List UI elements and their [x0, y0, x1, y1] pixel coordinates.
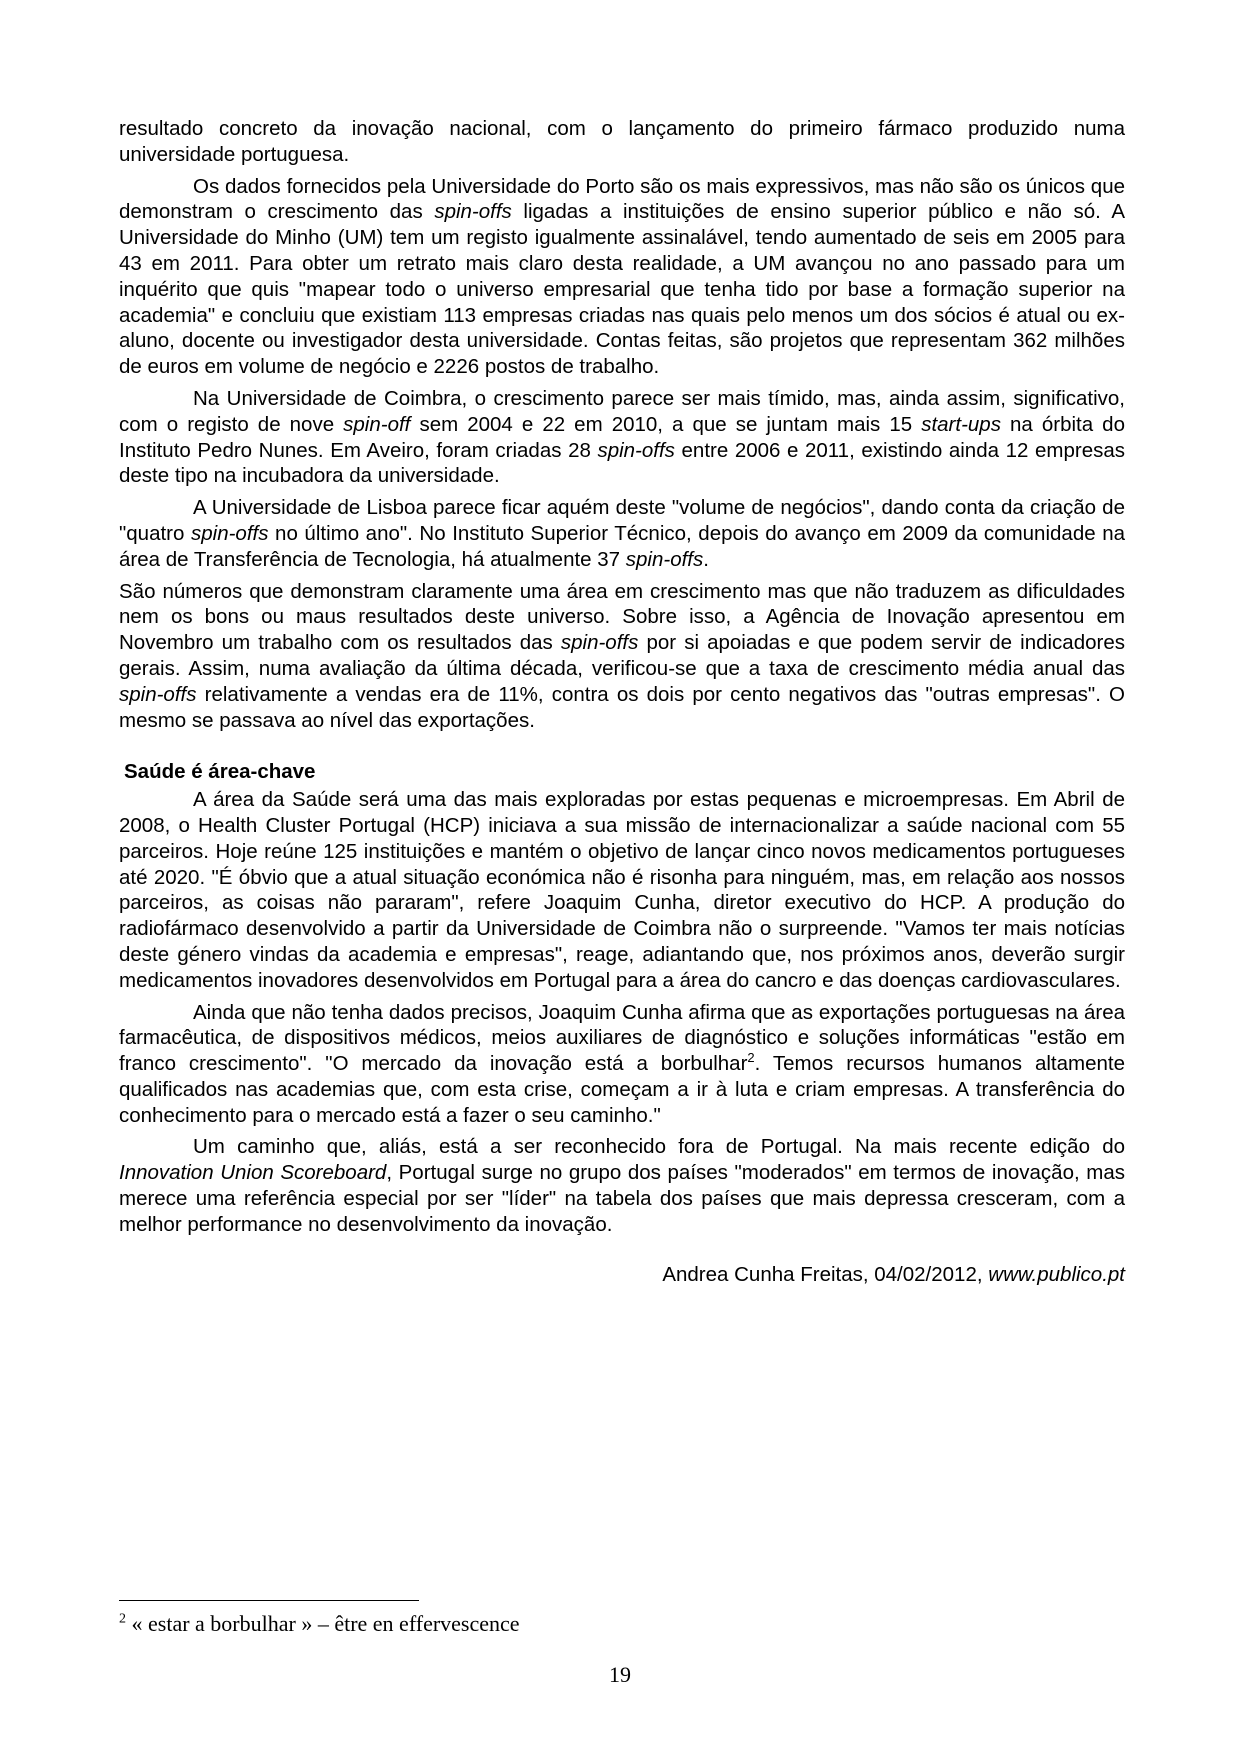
section-heading: Saúde é área-chave [124, 760, 316, 784]
paragraph-text: , Portugal surge no grupo dos países "moderados" em termos de inovação, mas merece uma referência especial por ser "líder" na tabela dos países que mais depressa cresceram, com a melhor performance no desenvolvimento da inovação. [119, 1161, 1126, 1236]
article-body [119, 116, 1125, 1287]
paragraph-text: relativamente a vendas era de 11%, contra os dois por cento negativos das "outras empresas". O mesmo se passava ao nível das exportações. [119, 682, 1125, 732]
paragraph [119, 787, 1125, 993]
italic-term: spin-offs [597, 438, 675, 462]
page-number: 19 [609, 1662, 631, 1687]
paragraph-text: Os dados fornecidos pela Universidade do Porto são os mais expressivos, mas não são os únicos que demonstram o crescimento das [119, 174, 1125, 224]
paragraph-text: Um caminho que, aliás, está a ser reconhecido fora de Portugal. Na mais recente edição do [193, 1135, 1125, 1159]
footnote-number: 2 [119, 1611, 126, 1627]
footnote-reference[interactable]: 2 [747, 1050, 755, 1066]
footnote-text: « estar a borbulhar » – être en effervescence [126, 1611, 520, 1636]
paragraph-text: ligadas a instituições de ensino superior público e não só. A Universidade do Minho (UM) tem um registo igualmente assinalável, tendo aumentado de seis em 2005 para 43 em 2011. Para obter um retrato mais claro desta realidade, a UM avançou no ano passado para um inquérito que quis "mapear todo o universo empresarial que tenha tido por base a formação superior na academia" e concluiu que existiam 113 empresas criadas nas quais pelo menos um dos sócios é atual ou ex-aluno, docente ou investigador desta universidade. Contas feitas, são projetos que representam 362 milhões de euros em volume de negócio e 2226 postos de trabalho. [119, 200, 1125, 379]
signature-source-link[interactable]: www.publico.pt [988, 1262, 1125, 1286]
italic-term: Innovation Union Scoreboard [119, 1161, 387, 1185]
paragraph-text: . [703, 547, 709, 571]
italic-term: spin-offs [119, 682, 197, 706]
paragraph [119, 495, 1125, 572]
italic-term: spin-offs [560, 631, 639, 655]
footnote-separator [119, 1600, 419, 1601]
paragraph-text: A Universidade de Lisboa parece ficar aquém deste "volume de negócios", dando conta da criação de "quatro [119, 496, 1125, 545]
paragraph-text: no último ano". No Instituto Superior Técnico, depois do avanço em 2009 da comunidade na área de Transferência de Tecnologia, há atualmente 37 [119, 521, 1125, 571]
paragraph-text: na órbita do Instituto Pedro Nunes. Em Aveiro, foram criadas 28 [119, 412, 1125, 462]
italic-term: start-ups [921, 412, 1001, 436]
paragraph-text: entre 2006 e 2011, existindo ainda 12 empresas deste tipo na incubadora da universidade. [119, 438, 1125, 488]
article-signature [119, 1262, 1125, 1288]
paragraph-text: São números que demonstram claramente uma área em crescimento mas que não traduzem as dificuldades nem os bons ou maus resultados deste universo. Sobre isso, a Agência de Inovação apresentou em Novembro um trabalho com os resultados das [119, 579, 1125, 655]
paragraph [119, 116, 1125, 168]
paragraph [119, 1000, 1125, 1129]
paragraph-text: sem 2004 e 22 em 2010, a que se juntam mais 15 [410, 412, 922, 436]
italic-term: spin-off [343, 412, 411, 436]
paragraph [119, 579, 1125, 734]
italic-term: spin-offs [625, 547, 704, 571]
italic-term: spin-offs [434, 200, 512, 224]
paragraph [119, 1134, 1125, 1237]
paragraph-text: Ainda que não tenha dados precisos, Joaquim Cunha afirma que as exportações portuguesas na área farmacêutica, de dispositivos médicos, meios auxiliares de diagnóstico e soluções informáticas "estão em franco crescimento". "O mercado da inovação está a borbulhar [119, 1000, 1125, 1076]
paragraph [119, 386, 1125, 489]
italic-term: spin-offs [190, 521, 269, 545]
footnote [119, 1611, 520, 1637]
signature-author: Andrea Cunha Freitas, 04/02/2012, [662, 1262, 989, 1286]
paragraph [119, 174, 1125, 380]
paragraph-text: resultado concreto da inovação nacional, com o lançamento do primeiro fármaco produzido numa universidade portuguesa. [119, 117, 1125, 166]
paragraph-text: Na Universidade de Coimbra, o crescimento parece ser mais tímido, mas, ainda assim, significativo, com o registo de nove [119, 386, 1125, 436]
paragraph-text: . Temos recursos humanos altamente qualificados nas academias que, com esta crise, começam a ir à luta e criam empresas. A transferência do conhecimento para o mercado está a fazer o seu caminho." [119, 1052, 1125, 1127]
paragraph-text: A área da Saúde será uma das mais exploradas por estas pequenas e microempresas. Em Abril de 2008, o Health Cluster Portugal (HCP) iniciava a sua missão de internacionalizar a saúde nacional com 55 parceiros. Hoje reúne 125 instituições e mantém o objetivo de lançar cinco novos medicamentos portugueses até 2020. "É óbvio que a atual situação económica não é risonha para ninguém, mas, em relação aos nossos parceiros, as coisas não pararam", refere Joaquim Cunha, diretor executivo do HCP. A produção do radiofármaco desenvolvido a partir da Universidade de Coimbra não o surpreende. "Vamos ter mais notícias deste género vindas da academia e empresas", reage, adiantando que, nos próximos anos, deverão surgir medicamentos inovadores desenvolvidos em Portugal para a área do cancro e das doenças cardiovasculares. [119, 788, 1125, 992]
paragraph-text: por si apoiadas e que podem servir de indicadores gerais. Assim, numa avaliação da última década, verificou-se que a taxa de crescimento média anual das [119, 631, 1125, 680]
